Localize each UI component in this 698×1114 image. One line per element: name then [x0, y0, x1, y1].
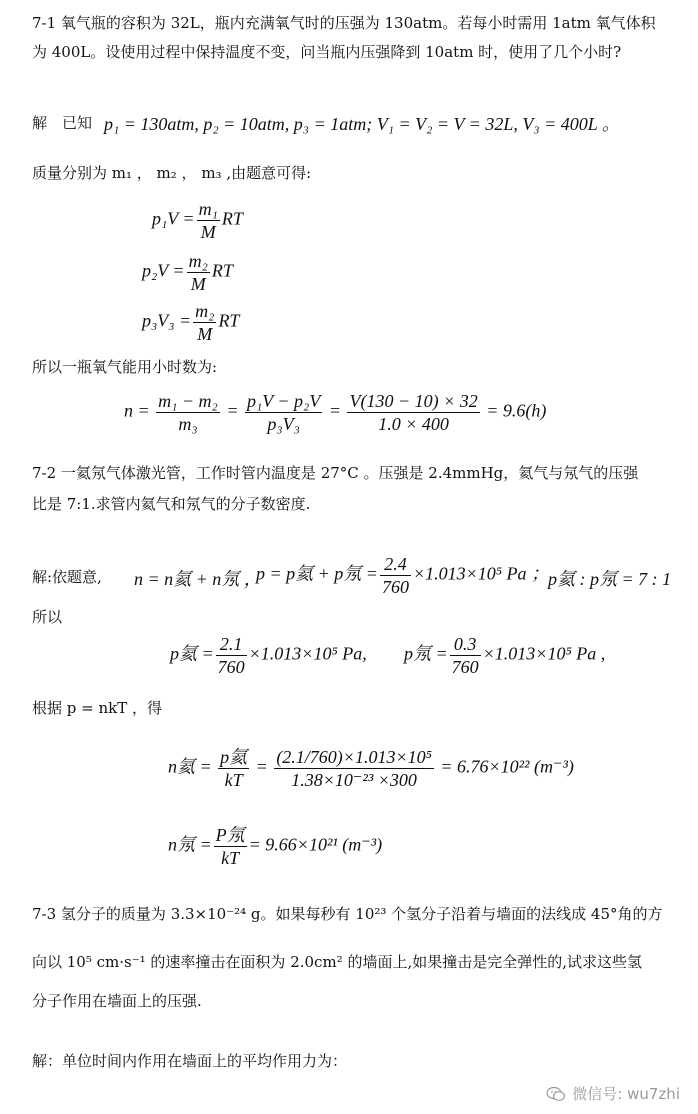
problem-7-3-line1: 7-3 氢分子的质量为 3.3×10⁻²⁴ g。如果每秒有 10²³ 个氢分子沿着与墙面的法线成 45°角的方: [32, 905, 663, 923]
problem-7-3-line2: 向以 10⁵ cm·s⁻¹ 的速率撞击在面积为 2.0cm² 的墙面上,如果撞击是完全弹性的,试求这些氢: [32, 953, 642, 971]
equation-1: p₁V = $\frac{\text{m₁}}{M}$ RT: [152, 199, 243, 242]
hours-statement: 所以一瓶氧气能用小时数为:: [32, 358, 218, 376]
genju-statement: 根据 p = nkT ，得: [32, 699, 162, 717]
solution-7-3-prefix: 解：单位时间内作用在墙面上的平均作用力为：: [32, 1052, 348, 1070]
watermark-text: 微信号: wu7zhi: [572, 1085, 680, 1103]
neon-pressure: p氖 = $\frac{0.3}{760}$ ×1.013×10⁵ Pa ,: [404, 634, 606, 677]
solution-7-1-prefix: 解 已知: [32, 114, 93, 132]
problem-7-1-line2: 为 400L。设使用过程中保持温度不变，问当瓶内压强降到 10atm 时，使用了几个小时?: [32, 43, 622, 61]
problem-7-2-line1: 7-2 一氦氖气体激光管，工作时管内温度是 27°C 。压强是 2.4mmHg，氦气与氖气的压强: [32, 464, 639, 482]
solution-7-2-prefix: 解:依题意,: [32, 568, 102, 586]
suoyi-label: 所以: [32, 608, 63, 626]
pressure-ratio: p氦 : p氖 = 7 : 1: [548, 569, 672, 589]
helium-density-equation: n氦 = $\frac{\text{p氦}}{kT}$ = $\frac{\text{(2.1/760)×1.013×10⁵}}{\text{1.38×10⁻²³ ×300}}$ = 6.76×10²² (m⁻³): [168, 747, 574, 790]
hours-equation: n = $\frac{\text{m₁ − m₂}}{\text{m₃}}$ = $\frac{\text{p₁V − p₂V}}{\text{p₃V₃}}$ = $\frac{V(130 - 10) \times 32}{1.0 \times 400}$ = 9.6(h): [124, 391, 547, 434]
given-values: p₁ = 130atm, p₂ = 10atm, p₃ = 1atm; V₁ = V₂ = V = 32L, V₃ = 400L 。: [104, 114, 620, 134]
number-density-sum: n = n氦 + n氖 ，: [134, 569, 262, 589]
helium-pressure: p氦 = $\frac{2.1}{760}$ ×1.013×10⁵ Pa,: [170, 634, 367, 677]
watermark: [546, 1083, 680, 1104]
neon-density-equation: n氖 = $\frac{\text{P氖}}{kT}$ = 9.66×10²¹ (m⁻³): [168, 825, 383, 868]
equation-3: p₃V₃ = $\frac{\text{m₂}}{M}$ RT: [142, 301, 240, 344]
mass-statement: 质量分别为 m₁ ， m₂ ， m₃ ,由题意可得:: [32, 164, 312, 182]
problem-7-1-line1: 7-1 氧气瓶的容积为 32L，瓶内充满氧气时的压强为 130atm。若每小时需用 1atm 氧气体积: [32, 14, 656, 32]
pressure-sum-equation: p = p氦 + p氖 = $\frac{2.4}{760}$ ×1.013×10⁵ Pa ；: [256, 554, 549, 597]
wechat-icon: [546, 1086, 566, 1102]
equation-2: p₂V = $\frac{\text{m₂}}{M}$ RT: [142, 251, 233, 294]
problem-7-2-line2: 比是 7:1.求管内氦气和氖气的分子数密度.: [32, 495, 311, 513]
problem-7-3-line3: 分子作用在墙面上的压强.: [32, 992, 202, 1010]
